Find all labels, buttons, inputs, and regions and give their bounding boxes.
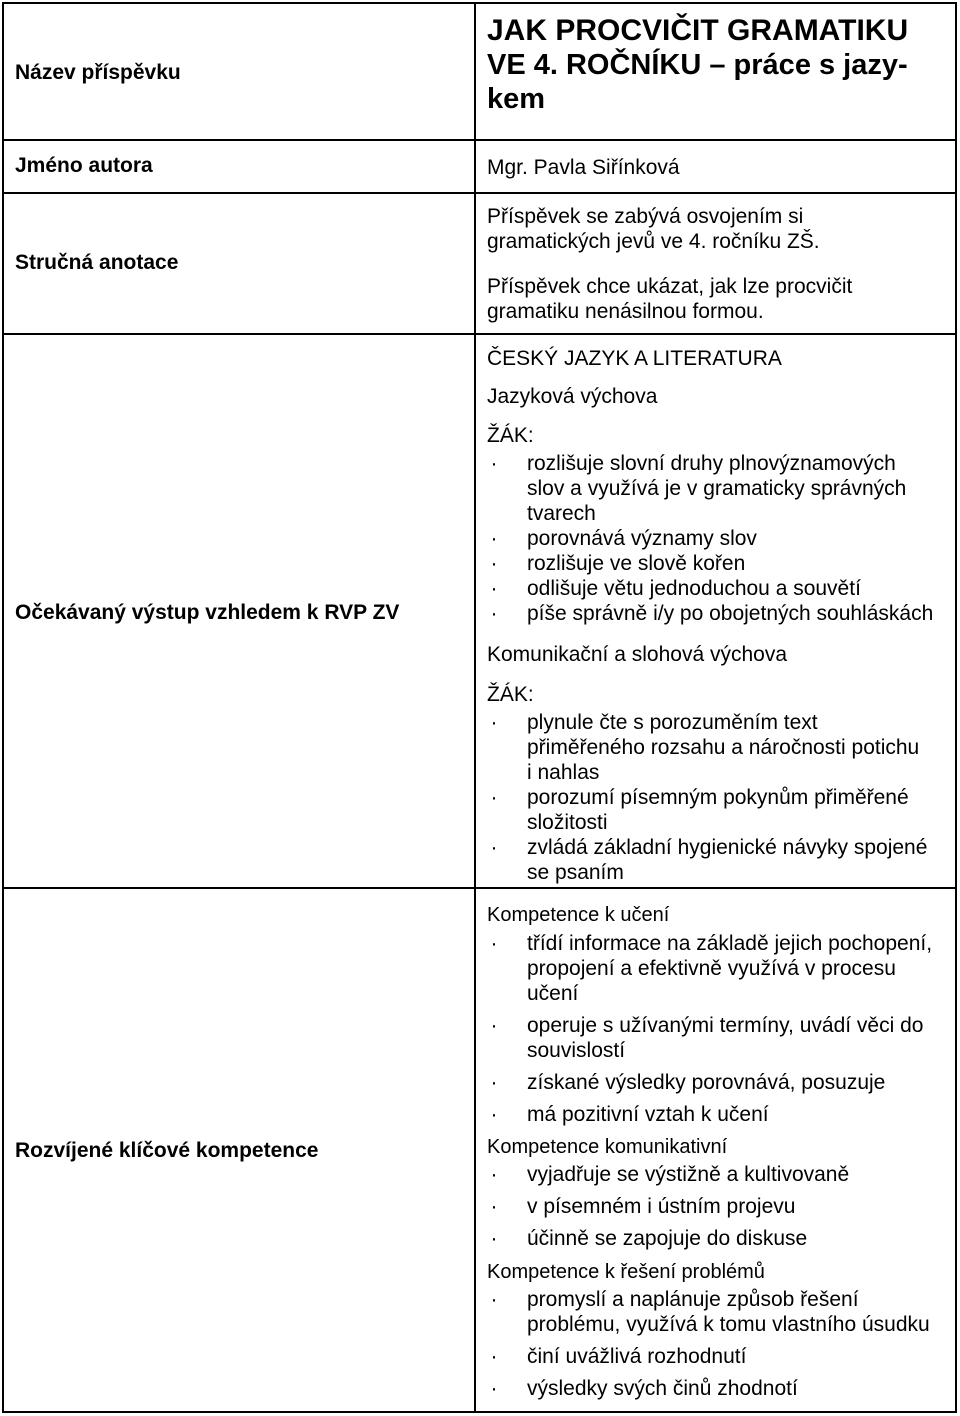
label-autor: Jméno autora — [15, 154, 153, 177]
list-item-line: vyjadřuje se výstižně a kultivovaně — [527, 1163, 850, 1186]
table-border-left — [2, 2, 4, 1413]
post-title-line: JAK PROCVIČIT GRAMATIKU — [487, 14, 909, 47]
post-title-line: VE 4. ROČNÍKU – práce s jazy- — [487, 49, 908, 81]
list-item — [487, 1013, 953, 1063]
row-divider — [2, 333, 957, 335]
annotation-line: gramatických jevů ve 4. ročníku ZŠ. — [487, 230, 820, 253]
list-item — [487, 1070, 953, 1095]
label-kompetence: Rozvíjené klíčové kompetence — [15, 1139, 319, 1162]
label-nazev: Název příspěvku — [15, 61, 181, 84]
table-border-top — [2, 2, 957, 4]
bullet-dot-icon: · — [490, 836, 498, 859]
bullet-dot-icon: · — [490, 602, 498, 625]
bullet-dot-icon: · — [490, 552, 498, 575]
bullet-dot-icon: · — [490, 932, 498, 955]
bullet-dot-icon: · — [490, 1377, 498, 1400]
column-divider — [474, 2, 476, 1413]
outcome-list — [487, 451, 953, 626]
list-item — [487, 931, 953, 1006]
list-item-line: má pozitivní vztah k učení — [527, 1103, 769, 1126]
list-item — [487, 551, 953, 576]
list-item — [487, 1344, 953, 1369]
list-item — [487, 1226, 953, 1251]
annotation-line: gramatiku nenásilnou formou. — [487, 300, 764, 323]
table-border-bottom — [2, 1411, 957, 1413]
competence-list — [487, 1287, 953, 1401]
outcome-content — [487, 346, 953, 885]
bullet-dot-icon: · — [490, 1195, 498, 1218]
bullet-dot-icon: · — [490, 1288, 498, 1311]
list-item — [487, 576, 953, 601]
list-item — [487, 710, 953, 785]
bullet-dot-icon: · — [490, 786, 498, 809]
bullet-dot-icon: · — [490, 1103, 498, 1126]
annotation-line: Příspěvek chce ukázat, jak lze procvičit — [487, 275, 853, 298]
list-item — [487, 1102, 953, 1127]
list-item-line: porozumí písemným pokynům přiměřené — [527, 786, 909, 809]
bullet-dot-icon: · — [490, 527, 498, 550]
row-divider — [2, 139, 957, 141]
list-item-line: složitosti — [527, 811, 608, 834]
list-item — [487, 451, 953, 526]
list-item — [487, 601, 953, 626]
list-item-line: rozlišuje ve slově kořen — [527, 552, 746, 575]
list-item-line: zvládá základní hygienické návyky spojené — [527, 836, 928, 859]
list-item-line: se psaním — [527, 861, 624, 884]
competence-list — [487, 931, 953, 1127]
list-item-line: promyslí a naplánuje způsob řešení — [527, 1288, 859, 1311]
row-divider — [2, 192, 957, 194]
list-item-line: píše správně i/y po obojetných souhláskách — [527, 602, 934, 625]
outcome-list — [487, 710, 953, 885]
list-item-line: tvarech — [527, 502, 596, 525]
list-item-line: třídí informace na základě jejich pochopení, — [527, 932, 933, 955]
competences-content — [487, 903, 953, 1401]
list-item-line: výsledky svých činů zhodnotí — [527, 1377, 798, 1400]
list-item-line: získané výsledky porovnává, posuzuje — [527, 1071, 886, 1094]
bullet-dot-icon: · — [490, 1071, 498, 1094]
table-border-right — [955, 2, 957, 1413]
bullet-dot-icon: · — [490, 1014, 498, 1037]
post-title — [487, 14, 953, 116]
zak-heading: ŽÁK: — [487, 424, 534, 447]
label-vystup: Očekávaný výstup vzhledem k RVP ZV — [15, 601, 400, 624]
section-heading: Jazyková výchova — [487, 385, 658, 408]
bullet-dot-icon: · — [490, 711, 498, 734]
zak-heading: ŽÁK: — [487, 683, 534, 706]
list-item-line: v písemném i ústním projevu — [527, 1195, 796, 1218]
author-name: Mgr. Pavla Siřínková — [487, 156, 680, 179]
list-item-line: i nahlas — [527, 761, 600, 784]
list-item-line: učení — [527, 982, 579, 1005]
bullet-dot-icon: · — [490, 1227, 498, 1250]
bullet-dot-icon: · — [490, 452, 498, 475]
list-item-line: účinně se zapojuje do diskuse — [527, 1227, 808, 1250]
list-item-line: odlišuje větu jednoduchou a souvětí — [527, 577, 861, 600]
post-title-line: kem — [487, 83, 546, 115]
list-item — [487, 1194, 953, 1219]
list-item-line: rozlišuje slovní druhy plnovýznamových — [527, 452, 896, 475]
competence-list — [487, 1162, 953, 1251]
bullet-dot-icon: · — [490, 1345, 498, 1368]
bullet-dot-icon: · — [490, 577, 498, 600]
list-item-line: operuje s užívanými termíny, uvádí věci do — [527, 1014, 924, 1037]
list-item-line: souvislostí — [527, 1039, 626, 1062]
list-item — [487, 1287, 953, 1337]
list-item-line: plynule čte s porozuměním text — [527, 711, 818, 734]
competence-heading: Kompetence k řešení problémů — [487, 1261, 765, 1283]
section-heading: Komunikační a slohová výchova — [487, 643, 787, 666]
annotation-line: Příspěvek se zabývá osvojením si — [487, 205, 804, 228]
list-item — [487, 785, 953, 835]
competence-heading: Kompetence k učení — [487, 904, 670, 926]
list-item-line: porovnává významy slov — [527, 527, 757, 550]
subject-heading: ČESKÝ JAZYK A LITERATURA — [487, 347, 782, 370]
label-anotace: Stručná anotace — [15, 251, 179, 274]
list-item — [487, 526, 953, 551]
list-item — [487, 1376, 953, 1401]
list-item-line: slov a využívá je v gramaticky správných — [527, 477, 907, 500]
competence-heading: Kompetence komunikativní — [487, 1136, 728, 1158]
annotation-text — [487, 204, 953, 324]
bullet-dot-icon: · — [490, 1163, 498, 1186]
list-item-line: činí uvážlivá rozhodnutí — [527, 1345, 747, 1368]
list-item — [487, 1162, 953, 1187]
list-item-line: přiměřeného rozsahu a náročnosti potichu — [527, 736, 920, 759]
list-item — [487, 835, 953, 885]
row-divider — [2, 887, 957, 889]
list-item-line: propojení a efektivně využívá v procesu — [527, 957, 896, 980]
list-item-line: problému, využívá k tomu vlastního úsudku — [527, 1313, 930, 1336]
